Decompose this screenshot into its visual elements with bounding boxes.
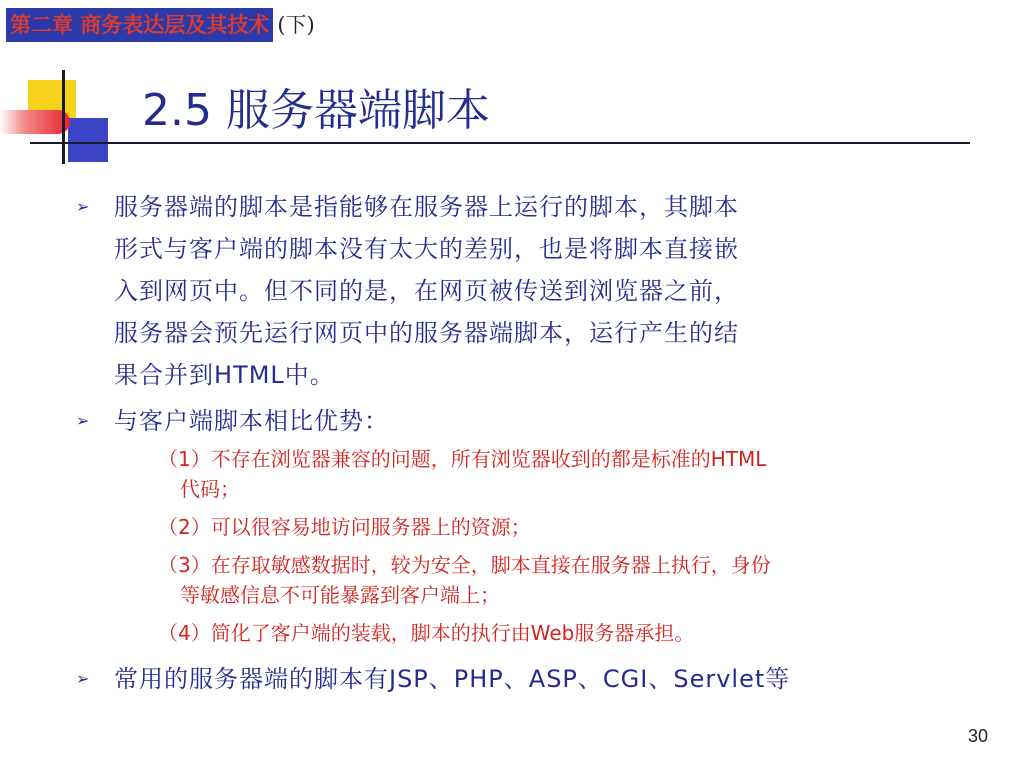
advantage-text: （3）在存取敏感数据时，较为安全，脚本直接在服务器上执行，身份: [158, 553, 771, 577]
chevron-right-icon: ➢: [76, 197, 91, 216]
slide-title: [142, 74, 490, 138]
bullet-definition: [70, 186, 970, 396]
chevron-right-icon: ➢: [76, 669, 91, 688]
bullet-line: 常用的服务器端的脚本有JSP、PHP、ASP、CGI、Servlet等: [114, 665, 791, 693]
chapter-title: 第二章 商务表达层及其技术: [6, 8, 273, 42]
advantage-item-2: [70, 512, 970, 542]
bullet-line: 形式与客户端的脚本没有太大的差别，也是将脚本直接嵌: [114, 235, 739, 263]
chapter-part: (下): [277, 13, 315, 37]
advantage-text: （1）不存在浏览器兼容的问题，所有浏览器收到的都是标准的HTML: [158, 447, 767, 471]
bullet-line: 与客户端脚本相比优势：: [114, 407, 389, 435]
advantage-text: （2）可以很容易地访问服务器上的资源；: [158, 515, 531, 539]
blue-square: [68, 118, 108, 162]
bullet-common-scripts: [70, 658, 970, 700]
bullet-line: 入到网页中。但不同的是，在网页被传送到浏览器之前，: [114, 277, 739, 305]
advantage-item-3: [70, 550, 970, 610]
advantage-item-1: [70, 444, 970, 504]
advantage-continuation: 代码；: [180, 477, 240, 501]
chevron-right-icon: ➢: [76, 411, 91, 430]
slide-logo-decoration: [0, 60, 120, 170]
red-swoosh: [0, 110, 70, 134]
title-text: 务器端脚本: [269, 85, 490, 136]
advantage-text: （4）简化了客户端的装载，脚本的执行由Web服务器承担。: [158, 621, 695, 645]
chapter-header: [6, 8, 315, 42]
page-number: 30: [968, 726, 989, 746]
slide-content: [70, 186, 970, 700]
title-underline: [30, 142, 970, 144]
bullet-advantages: [70, 400, 970, 442]
title-number: 2.5 服: [142, 85, 270, 136]
vertical-rule: [62, 70, 65, 164]
bullet-line: 果合并到HTML中。: [114, 361, 335, 389]
bullet-line: 服务器会预先运行网页中的服务器端脚本，运行产生的结: [114, 319, 739, 347]
bullet-line: 服务器端的脚本是指能够在服务器上运行的脚本，其脚本: [114, 193, 739, 221]
advantage-continuation: 等敏感信息不可能暴露到客户端上；: [180, 583, 500, 607]
advantage-item-4: [70, 618, 970, 648]
